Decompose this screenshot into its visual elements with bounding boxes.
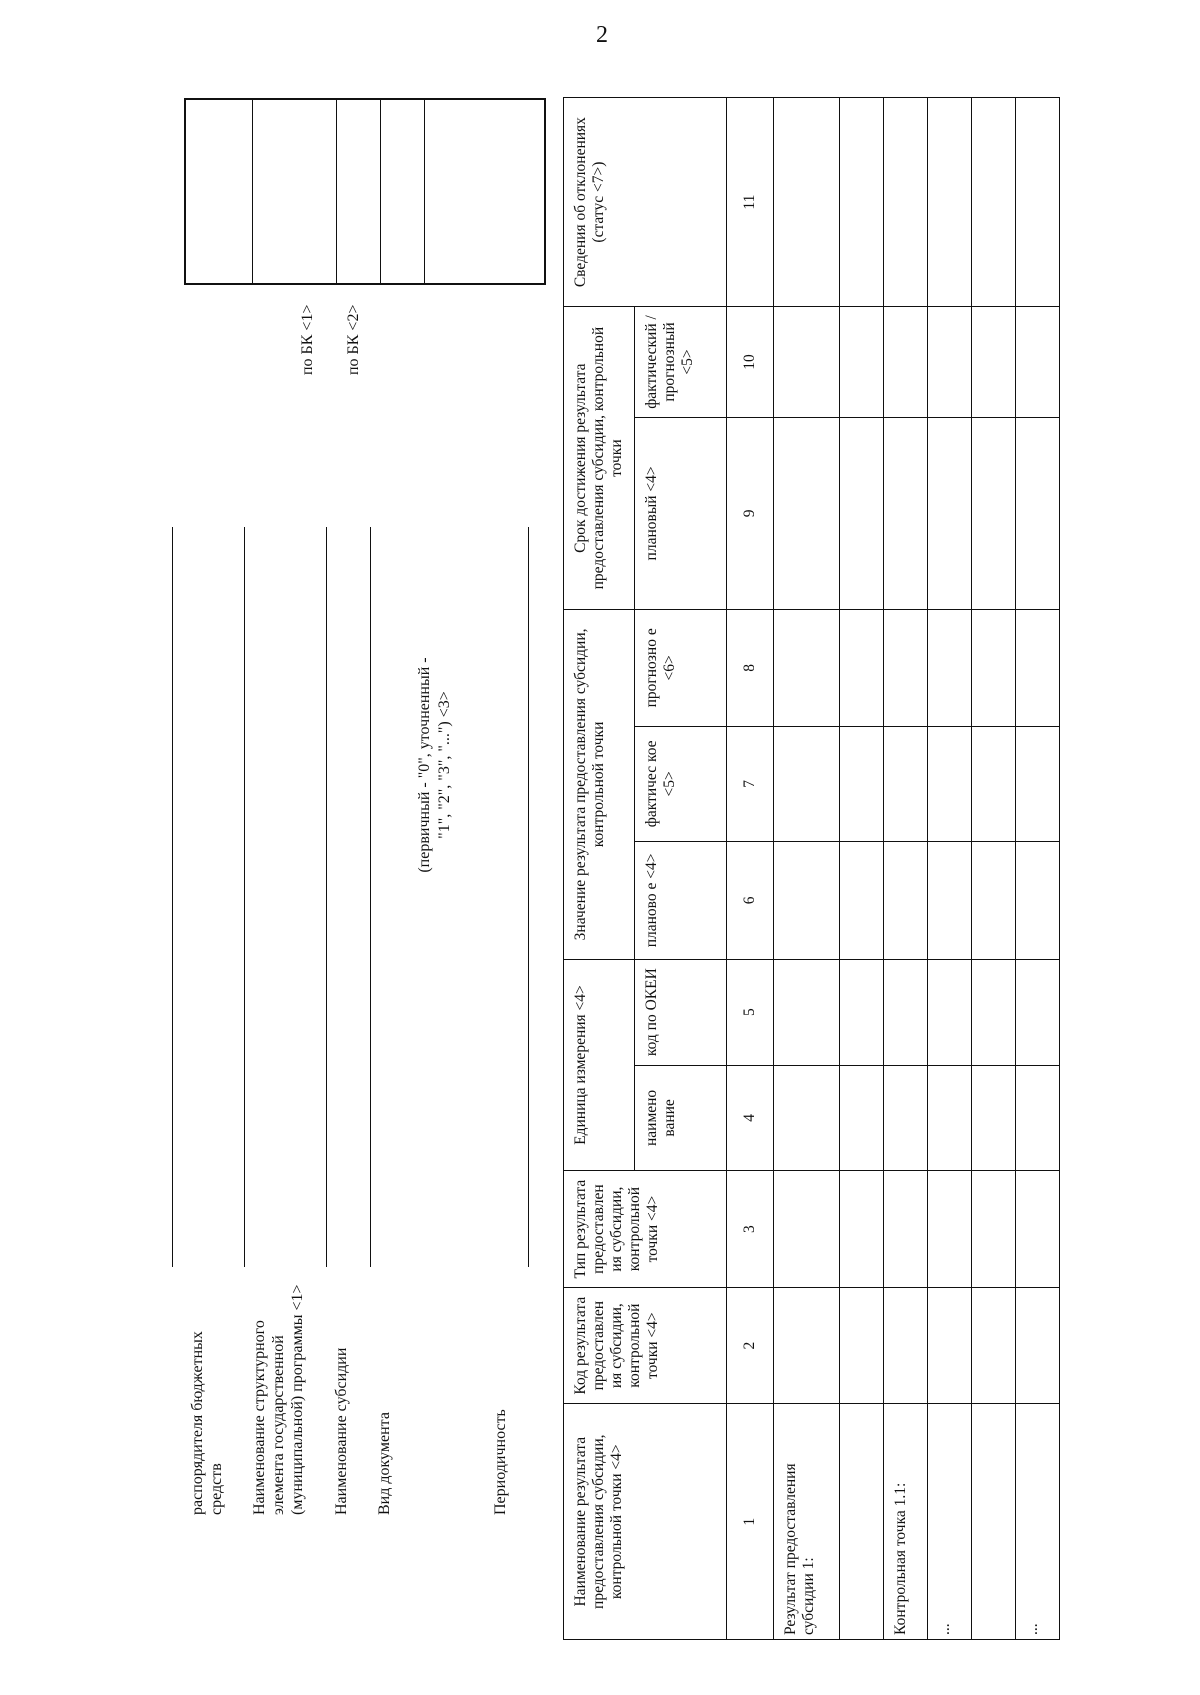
table-row	[840, 98, 884, 1640]
document-type-note-line-1: (первичный - "0", уточненный -	[416, 657, 433, 873]
table-cell	[884, 307, 928, 418]
row-name-cell	[972, 1404, 1016, 1640]
table-cell	[1016, 610, 1060, 727]
table-cell	[884, 726, 928, 841]
header-cell-term: Срок достижения результата предоставления субсидии, контрольной точки	[564, 307, 635, 610]
table-cell	[1016, 98, 1060, 307]
table-cell	[840, 417, 884, 609]
table-cell	[928, 98, 972, 307]
table-cell	[928, 1065, 972, 1171]
table-cell	[774, 726, 840, 841]
table-cell	[928, 726, 972, 841]
row-name-cell: ...	[928, 1404, 972, 1640]
table-cell	[774, 307, 840, 418]
header-cell-name: Наименование результата предоставления субсидии, контрольной точки <4>	[564, 1404, 727, 1640]
header-cell-value-fact: фактичес кое <5>	[635, 726, 727, 841]
table-cell	[840, 610, 884, 727]
code-label-bk-2: по БК <2>	[345, 304, 362, 375]
table-cell	[774, 610, 840, 727]
table-cell	[884, 842, 928, 960]
table-cell	[972, 959, 1016, 1065]
header-cell-code: Код результата предоставлен ия субсидии, контрольной точки <4>	[564, 1287, 727, 1404]
row-name-cell: ...	[1016, 1404, 1060, 1640]
column-number: 7	[727, 726, 774, 841]
column-number: 2	[727, 1287, 774, 1404]
table-row	[774, 98, 840, 1640]
table-cell	[1016, 726, 1060, 841]
table-cell	[928, 959, 972, 1065]
document-type-note-line-2: "1", "2", "3", "...") <3>	[436, 691, 453, 839]
header-cell-term-fact: фактический /прогнозный <5>	[635, 307, 727, 418]
header-cell-type: Тип результата предоставлен ия субсидии, контрольной точки <4>	[564, 1171, 727, 1288]
table-cell	[774, 98, 840, 307]
table-cell	[928, 417, 972, 609]
table-cell	[774, 842, 840, 960]
column-number: 3	[727, 1171, 774, 1288]
field-label-document-type: Вид документа	[376, 1412, 393, 1515]
column-number: 8	[727, 610, 774, 727]
column-number-row	[727, 98, 774, 1640]
header-cell-value-forecast: прогнозно е <6>	[635, 610, 727, 727]
table-row	[928, 98, 972, 1640]
field-label-program-element: Наименование структурного элемента государственной (муниципальной) программы <1>	[251, 1284, 306, 1515]
table-cell	[928, 307, 972, 418]
row-name-cell: Результат предоставления субсидии 1:	[774, 1404, 840, 1640]
fill-line-subsidy-name	[326, 527, 327, 1267]
results-table	[563, 97, 1060, 1640]
table-cell	[1016, 959, 1060, 1065]
table-cell	[1016, 1065, 1060, 1171]
table-cell	[972, 610, 1016, 727]
table-cell	[1016, 1287, 1060, 1404]
header-cell-term-plan: плановый <4>	[635, 417, 727, 609]
table-row	[972, 98, 1016, 1640]
field-label-budget-recipient: распорядителя бюджетных средств	[189, 1331, 225, 1515]
header-cell-deviation: Сведения об отклонениях (статус <7>)	[564, 98, 727, 307]
column-number: 1	[727, 1404, 774, 1640]
table-cell	[840, 1171, 884, 1288]
table-cell	[972, 1171, 1016, 1288]
row-name-cell	[840, 1404, 884, 1640]
table-cell	[884, 610, 928, 727]
row-name-cell: Контрольная точка 1.1:	[884, 1404, 928, 1640]
table-cell	[972, 842, 1016, 960]
field-label-subsidy-name: Наименование субсидии	[333, 1347, 350, 1515]
table-header-row-1	[564, 98, 635, 1640]
table-row	[1016, 98, 1060, 1640]
table-cell	[884, 959, 928, 1065]
table-cell	[972, 1287, 1016, 1404]
fill-line-periodicity	[528, 527, 529, 1267]
table-cell	[774, 417, 840, 609]
table-cell	[774, 1287, 840, 1404]
header-cell-unit: Единица измерения <4>	[564, 959, 635, 1171]
table-cell	[774, 959, 840, 1065]
table-cell	[972, 98, 1016, 307]
code-box-row	[252, 100, 337, 283]
header-cell-unit-name: наимено вание	[635, 1065, 727, 1171]
table-cell	[884, 1171, 928, 1288]
table-cell	[1016, 417, 1060, 609]
table-cell	[972, 307, 1016, 418]
table-cell	[1016, 1171, 1060, 1288]
code-label-bk-1: по БК <1>	[299, 304, 316, 375]
table-cell	[884, 417, 928, 609]
column-number: 5	[727, 959, 774, 1065]
header-cell-value-plan: планово е <4>	[635, 842, 727, 960]
column-number: 4	[727, 1065, 774, 1171]
table-cell	[928, 1287, 972, 1404]
column-number: 10	[727, 307, 774, 418]
table-cell	[1016, 307, 1060, 418]
table-cell	[884, 98, 928, 307]
table-row	[884, 98, 928, 1640]
table-cell	[1016, 842, 1060, 960]
field-label-periodicity: Периодичность	[492, 1409, 509, 1515]
code-box-row	[380, 100, 425, 283]
table-cell	[840, 842, 884, 960]
table-cell	[972, 1065, 1016, 1171]
code-box-row	[186, 100, 253, 283]
table-cell	[840, 1287, 884, 1404]
table-cell	[928, 610, 972, 727]
page-number: 2	[596, 22, 608, 48]
table-cell	[840, 726, 884, 841]
table-cell	[928, 842, 972, 960]
table-cell	[774, 1065, 840, 1171]
table-cell	[928, 1171, 972, 1288]
table-cell	[884, 1065, 928, 1171]
table-cell	[972, 417, 1016, 609]
header-cell-value: Значение результата предоставления субсидии, контрольной точки	[564, 610, 635, 960]
column-number: 11	[727, 98, 774, 307]
column-number: 9	[727, 417, 774, 609]
fill-line-budget-recipient	[172, 527, 173, 1267]
header-cell-unit-okei: код по ОКЕИ	[635, 959, 727, 1065]
table-cell	[884, 1287, 928, 1404]
table-cell	[840, 1065, 884, 1171]
table-cell	[774, 1171, 840, 1288]
column-number: 6	[727, 842, 774, 960]
code-boxes	[184, 98, 546, 285]
table-cell	[840, 959, 884, 1065]
fill-line-program-element	[244, 527, 245, 1267]
fill-line-document-type	[370, 527, 371, 1267]
table-cell	[972, 726, 1016, 841]
code-box-row	[336, 100, 381, 283]
table-cell	[840, 307, 884, 418]
table-cell	[840, 98, 884, 307]
